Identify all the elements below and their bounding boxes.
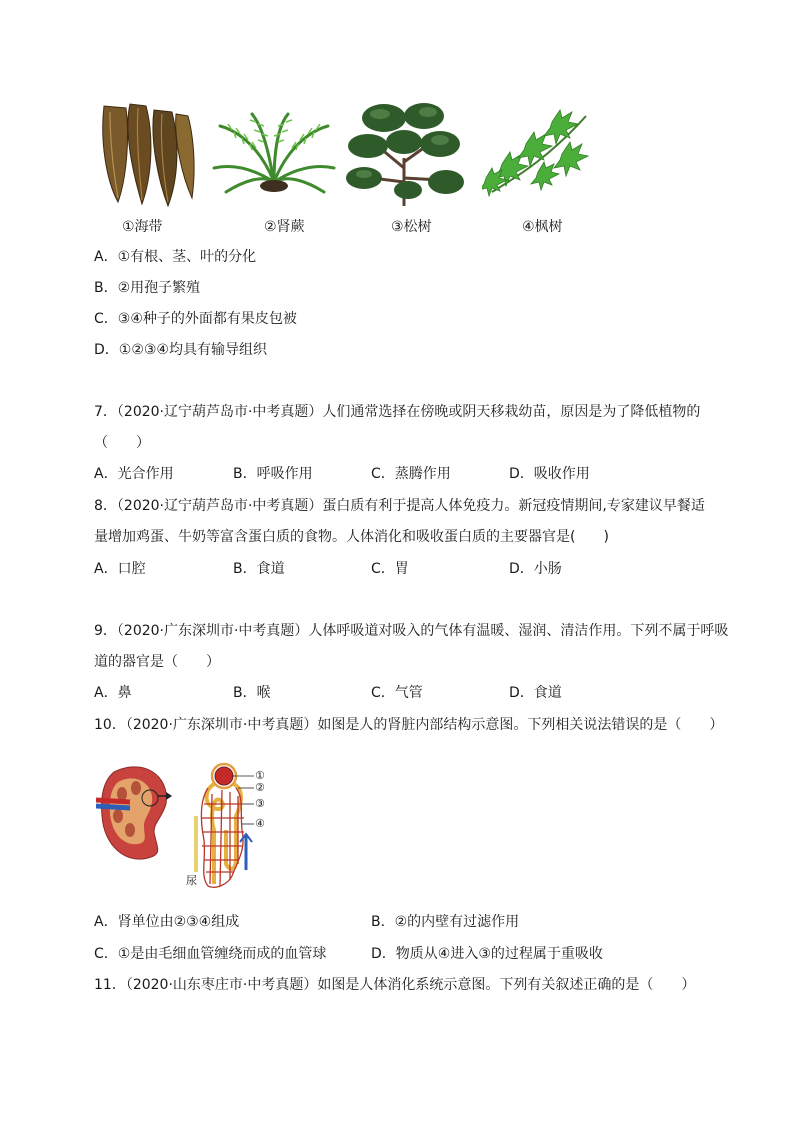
fern-image [212, 112, 336, 198]
q8-stem: 8．（2020·辽宁葫芦岛市·中考真题）蛋白质有利于提高人体免疫力。新冠疫情期间,专家建议早餐适 [94, 498, 705, 514]
q7-option-d: D．吸收作用 [509, 466, 590, 482]
q8-option-a: A．口腔 [94, 561, 146, 577]
caption-maple: ④枫树 [522, 219, 563, 235]
q7-option-a: A．光合作用 [94, 466, 174, 482]
diagram-label-4: ④ [255, 817, 265, 830]
diagram-label-urine: 尿 [186, 874, 197, 887]
q10-option-b: B．②的内壁有过滤作用 [371, 914, 520, 930]
q9-option-d: D．食道 [509, 685, 562, 701]
q6-option-c: C．③④种子的外面都有果皮包被 [94, 311, 297, 327]
caption-pine: ③松树 [391, 219, 432, 235]
q10-option-a: A．肾单位由②③④组成 [94, 914, 240, 930]
q9-stem-line2: 道的器官是（ ） [94, 654, 220, 670]
q8-option-d: D．小肠 [509, 561, 562, 577]
diagram-label-1: ① [255, 769, 265, 782]
q7-stem-line2: （ ） [94, 435, 150, 451]
q9-stem: 9．（2020·广东深圳市·中考真题）人体呼吸道对吸入的气体有温暖、湿润、清洁作用。下列不属于呼吸 [94, 623, 729, 639]
kelp-image [96, 100, 200, 210]
q9-option-a: A．鼻 [94, 685, 132, 701]
q10-option-c: C．①是由毛细血管缠绕而成的血管球 [94, 946, 327, 962]
caption-fern: ②肾蕨 [264, 219, 305, 235]
q11-stem: 11．（2020·山东枣庄市·中考真题）如图是人体消化系统示意图。下列有关叙述正确的是（ ） [94, 977, 696, 993]
q6-option-a: A．①有根、茎、叶的分化 [94, 249, 257, 265]
diagram-label-2: ② [255, 781, 265, 794]
q8-option-c: C．胃 [371, 561, 409, 577]
q10-option-d: D．物质从④进入③的过程属于重吸收 [371, 946, 603, 962]
q9-option-b: B．喉 [233, 685, 271, 701]
q7-option-c: C．蒸腾作用 [371, 466, 451, 482]
q9-option-c: C．气管 [371, 685, 423, 701]
diagram-label-3: ③ [255, 797, 265, 810]
q8-option-b: B．食道 [233, 561, 285, 577]
q7-stem: 7．（2020·辽宁葫芦岛市·中考真题）人们通常选择在傍晚或阴天移栽幼苗，原因是为了降低植物的 [94, 404, 701, 420]
maple-image [482, 104, 596, 200]
caption-kelp: ①海带 [122, 219, 163, 235]
q7-option-b: B．呼吸作用 [233, 466, 313, 482]
q6-option-d: D．①②③④均具有输导组织 [94, 342, 267, 358]
pine-image [344, 98, 466, 210]
q6-option-b: B．②用孢子繁殖 [94, 280, 201, 296]
q10-stem: 10．（2020·广东深圳市·中考真题）如图是人的肾脏内部结构示意图。下列相关说法错误的是（ ） [94, 717, 724, 733]
q8-stem-line2: 量增加鸡蛋、牛奶等富含蛋白质的食物。人体消化和吸收蛋白质的主要器官是( ) [94, 529, 609, 545]
